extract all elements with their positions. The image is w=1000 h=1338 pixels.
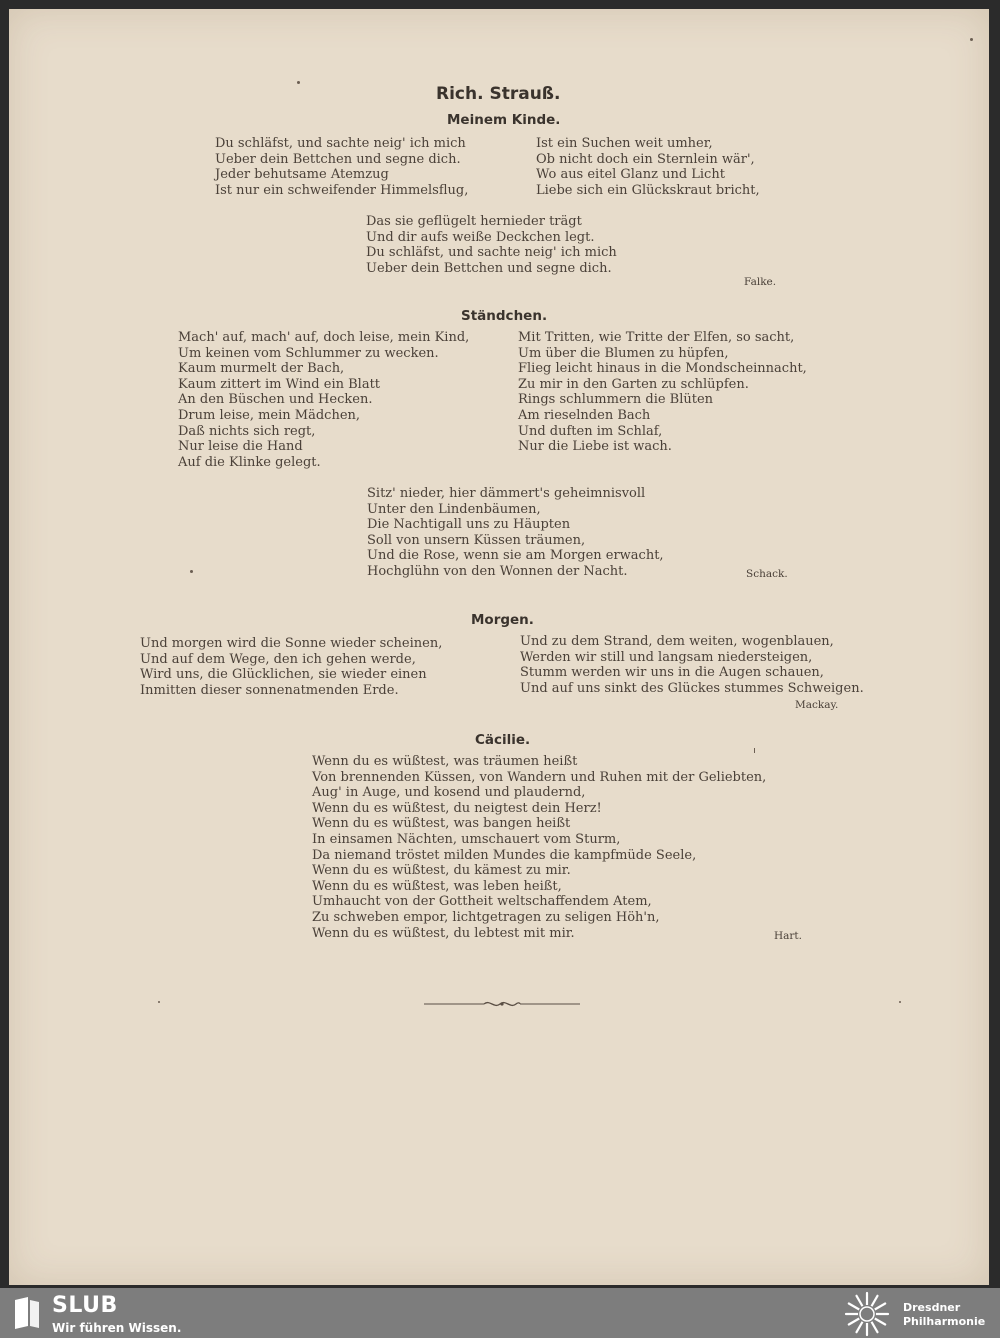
page-title: Rich. Strauß. <box>436 84 561 104</box>
verse-line: Auf die Klinke gelegt. <box>178 454 321 470</box>
verse-line: Liebe sich ein Glückskraut bricht, <box>536 182 760 198</box>
verse-line: An den Büschen und Hecken. <box>178 392 373 408</box>
poem-author: Mackay. <box>795 699 839 711</box>
paper-speck <box>297 81 300 84</box>
verse-line: Wenn du es wüßtest, was leben heißt, <box>312 878 562 894</box>
slub-tagline: Wir führen Wissen. <box>52 1321 182 1335</box>
verse-line: Wenn du es wüßtest, was träumen heißt <box>312 754 578 769</box>
poem-stanza <box>215 136 468 198</box>
verse-line: Nur die Liebe ist wach. <box>518 439 672 455</box>
verse-line: Und morgen wird die Sonne wieder scheinen, <box>140 636 443 651</box>
verse-line: Drum leise, mein Mädchen, <box>178 407 361 423</box>
verse-line: Sitz' nieder, hier dämmert's geheimnisvoll <box>367 486 646 501</box>
poem-author: Schack. <box>746 568 788 580</box>
document-page <box>9 9 989 1285</box>
paper-speck <box>158 1001 160 1003</box>
verse-line: Aug' in Auge, und kosend und plaudernd, <box>312 785 586 801</box>
poem-stanza <box>518 330 807 455</box>
philharmonie-name-line2: Philharmonie <box>903 1315 986 1328</box>
ornament-divider <box>422 997 582 1011</box>
verse-line: Und auf dem Wege, den ich gehen werde, <box>140 651 416 667</box>
verse-line: Du schläfst, und sachte neig' ich mich <box>366 245 617 261</box>
verse-line: Und auf uns sinkt des Glückes stummes Schweigen. <box>520 680 864 696</box>
verse-line: Das sie geflügelt hernieder trägt <box>366 214 582 229</box>
verse-line: Soll von unsern Küssen träumen, <box>367 532 586 548</box>
poem-title-morgen: Morgen. <box>471 612 534 628</box>
verse-line: Ist nur ein schweifender Himmelsflug, <box>215 182 469 198</box>
paper-speck <box>970 38 973 41</box>
verse-line: Du schläfst, und sachte neig' ich mich <box>215 136 466 151</box>
slub-logo-icon <box>12 1296 42 1330</box>
verse-line: Unter den Lindenbäumen, <box>367 501 541 517</box>
philharmonie-logo-icon <box>842 1291 892 1337</box>
poem-title-meinem-kinde: Meinem Kinde. <box>447 112 561 128</box>
verse-line: Wird uns, die Glücklichen, sie wieder einen <box>140 667 427 683</box>
verse-line: Hochglühn von den Wonnen der Nacht. <box>367 563 628 579</box>
verse-line: Um über die Blumen zu hüpfen, <box>518 345 729 361</box>
poem-author: Hart. <box>774 930 802 942</box>
verse-line: Und dir aufs weiße Deckchen legt. <box>366 229 595 245</box>
verse-line: Wenn du es wüßtest, du lebtest mit mir. <box>312 925 575 941</box>
verse-line: Und duften im Schlaf, <box>518 423 663 439</box>
paper-speck <box>899 1001 901 1003</box>
verse-line: Zu schweben empor, lichtgetragen zu seligen Höh'n, <box>312 909 660 925</box>
verse-line: Wenn du es wüßtest, du neigtest dein Herz! <box>312 800 602 816</box>
verse-line: Stumm werden wir uns in die Augen schauen, <box>520 665 824 681</box>
verse-line: Rings schlummern die Blüten <box>518 392 714 408</box>
verse-line: Am rieselnden Bach <box>518 407 651 423</box>
poem-author: Falke. <box>744 276 777 288</box>
verse-line: Nur leise die Hand <box>178 439 303 455</box>
verse-line: Ob nicht doch ein Sternlein wär', <box>536 151 755 167</box>
poem-stanza <box>366 214 617 276</box>
poem-stanza <box>520 634 864 696</box>
verse-line: Kaum murmelt der Bach, <box>178 361 345 377</box>
verse-line: Daß nichts sich regt, <box>178 423 316 439</box>
poem-stanza <box>140 636 442 698</box>
footer-bar <box>0 1288 1000 1338</box>
poem-title-staendchen: Ständchen. <box>461 308 548 324</box>
verse-line: Um keinen vom Schlummer zu wecken. <box>178 345 439 361</box>
verse-line: Flieg leicht hinaus in die Mondscheinnacht, <box>518 361 807 377</box>
verse-line: Von brennenden Küssen, von Wandern und Ruhen mit der Geliebten, <box>312 769 767 785</box>
verse-line: Ueber dein Bettchen und segne dich. <box>215 151 461 167</box>
poem-stanza <box>312 754 766 941</box>
verse-line: Wenn du es wüßtest, was bangen heißt <box>312 816 571 832</box>
slub-name: SLUB <box>52 1293 118 1318</box>
poem-stanza <box>367 486 664 580</box>
verse-line: In einsamen Nächten, umschauert vom Sturm, <box>312 831 621 847</box>
paper-speck <box>190 570 193 573</box>
poem-title-caecilie: Cäcilie. <box>475 732 531 748</box>
verse-line: Werden wir still und langsam niedersteigen, <box>520 649 813 665</box>
verse-line: Ueber dein Bettchen und segne dich. <box>366 260 612 276</box>
verse-line: Mit Tritten, wie Tritte der Elfen, so sacht, <box>518 330 795 345</box>
verse-line: Und die Rose, wenn sie am Morgen erwacht, <box>367 548 664 564</box>
verse-line: Und zu dem Strand, dem weiten, wogenblauen, <box>520 634 834 649</box>
paper-speck <box>754 748 755 753</box>
poem-stanza <box>178 330 469 470</box>
verse-line: Mach' auf, mach' auf, doch leise, mein Kind, <box>178 330 470 345</box>
verse-line: Inmitten dieser sonnenatmenden Erde. <box>140 682 399 698</box>
poem-stanza <box>536 136 760 198</box>
verse-line: Wenn du es wüßtest, du kämest zu mir. <box>312 863 571 879</box>
philharmonie-name-line1: Dresdner <box>903 1301 961 1314</box>
verse-line: Umhaucht von der Gottheit weltschaffendem Atem, <box>312 894 652 910</box>
verse-line: Die Nachtigall uns zu Häupten <box>367 517 571 533</box>
verse-line: Jeder behutsame Atemzug <box>215 167 389 183</box>
verse-line: Kaum zittert im Wind ein Blatt <box>178 376 381 392</box>
verse-line: Wo aus eitel Glanz und Licht <box>536 167 725 183</box>
verse-line: Ist ein Suchen weit umher, <box>536 136 713 151</box>
verse-line: Zu mir in den Garten zu schlüpfen. <box>518 376 749 392</box>
verse-line: Da niemand tröstet milden Mundes die kampfmüde Seele, <box>312 847 697 863</box>
